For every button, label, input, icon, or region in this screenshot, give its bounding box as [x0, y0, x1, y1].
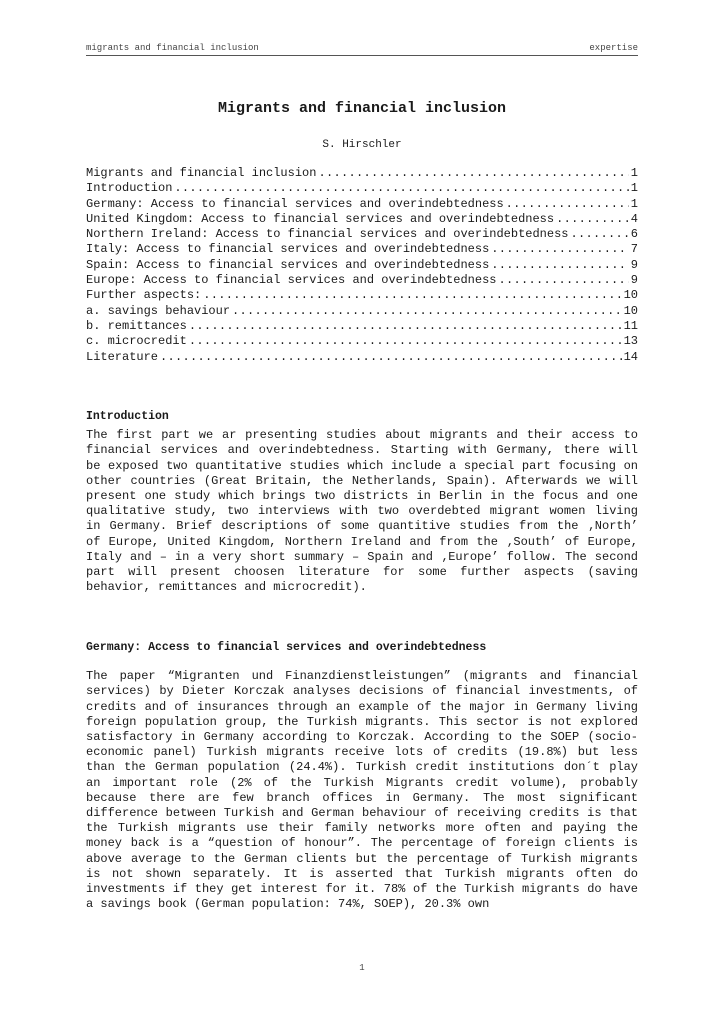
toc-leader: [556, 212, 629, 227]
toc-entry-page: 7: [630, 242, 638, 257]
toc-leader: [498, 273, 628, 288]
toc-entry-title: Further aspects:: [86, 288, 202, 303]
toc-entry-page: 10: [623, 303, 638, 318]
toc-entry-title: Migrants and financial inclusion: [86, 166, 317, 180]
author: S. Hirschler: [322, 139, 402, 151]
toc-entry-page: 11: [623, 318, 638, 333]
toc-leader: [189, 334, 622, 349]
header-rule: [86, 55, 638, 56]
toc-entry-title: Northern Ireland: Access to financial services and overindebtedness: [86, 227, 569, 242]
toc-entry[interactable]: [86, 273, 638, 288]
running-header: [86, 43, 638, 53]
toc-entry-title: b. remittances: [86, 318, 187, 333]
toc-entry[interactable]: [86, 242, 638, 257]
page-number: 1: [359, 963, 365, 973]
germany-heading: Germany: Access to financial services and overindebtedness: [86, 641, 487, 654]
toc-entry-page: 6: [630, 227, 638, 242]
toc-entry-title: Introduction: [86, 181, 173, 196]
toc-entry[interactable]: [86, 334, 638, 349]
toc-leader: [491, 242, 629, 257]
header-right: expertise: [589, 43, 638, 53]
toc-entry-page: 9: [630, 257, 638, 272]
toc-leader: [491, 258, 629, 273]
toc-entry-title: Spain: Access to financial services and overindebtedness: [86, 257, 490, 272]
toc-leader: [506, 197, 629, 212]
toc-entry-page: 4: [630, 211, 638, 226]
toc-entry[interactable]: [86, 197, 638, 212]
germany-section: [86, 640, 638, 912]
toc-entry-page: 14: [623, 349, 638, 364]
toc-entry-page: 1: [630, 181, 638, 196]
toc-entry[interactable]: [86, 181, 638, 196]
toc-leader: [203, 288, 621, 303]
toc-entry[interactable]: [86, 288, 638, 303]
table-of-contents: [86, 166, 638, 365]
toc-entry-title: c. microcredit: [86, 334, 187, 349]
document-title: Migrants and financial inclusion: [217, 100, 507, 117]
germany-paragraph: The paper “Migranten und Finanzdienstleistungen” (migrants and financial services) by Dieter Korczak analyses decisions of financial investments, of credits and of insurances through an example of the major in Germany living foreign population group, the Turkish migrants. This sector is not explored satisfactory in Germany according to Korczak. According to the SOEP (socio-economic panel) Turkish migrants receive lots of credits (19.8%) but less than the German population (24.4%). Turkish credit institutions don´t play an important role (2% of the Turkish Migrants credit volume), probably because there are few branch offices in Germany. The most significant difference between Turkish and German behaviour of receiving credits is that the Turkish migrants use their family networks more often and paying the money back is a “question of honour”. The percentage of foreign clients is above average to the German clients but the percentage of Turkish migrants is not shown separately. It is asserted that Turkish migrants often do investments if they get interest for it. 78% of the Turkish migrants do have a savings book (German population: 74%, SOEP), 20.3% own: [86, 669, 638, 912]
toc-leader: [318, 166, 628, 181]
toc-entry[interactable]: [86, 227, 638, 242]
toc-leader: [160, 350, 622, 365]
toc-leader: [570, 227, 628, 242]
toc-entry-page: 9: [630, 273, 638, 288]
toc-entry[interactable]: [86, 350, 638, 365]
toc-entry-page: 10: [623, 288, 638, 303]
toc-entry-title: a. savings behaviour: [86, 303, 231, 318]
toc-entry[interactable]: [86, 166, 638, 181]
introduction-heading: Introduction: [86, 410, 169, 423]
header-left: migrants and financial inclusion: [86, 43, 259, 53]
toc-entry-title: Italy: Access to financial services and overindebtedness: [86, 242, 490, 257]
toc-entry-title: Germany: Access to financial services and overindebtedness: [86, 196, 504, 211]
toc-entry-page: 13: [623, 334, 638, 349]
toc-entry[interactable]: [86, 212, 638, 227]
toc-entry-page: 1: [630, 196, 638, 211]
toc-entry-title: Literature: [86, 349, 159, 364]
toc-leader: [189, 319, 622, 334]
toc-entry[interactable]: [86, 319, 638, 334]
toc-entry-page: 1: [630, 166, 638, 180]
introduction-section: [86, 409, 638, 595]
toc-entry-title: United Kingdom: Access to financial services and overindebtedness: [86, 211, 555, 226]
toc-entry-title: Europe: Access to financial services and overindebtedness: [86, 273, 497, 288]
toc-leader: [232, 304, 622, 319]
toc-entry[interactable]: [86, 304, 638, 319]
toc-leader: [174, 181, 628, 196]
introduction-paragraph: The first part we ar presenting studies about migrants and their access to financial services and overindebtedness. Starting with Germany, there will be exposed two quantitative studies which include a special part focusing on other countries (Great Britain, the Netherlands, Spain). Afterwards we will present one study which brings two districts in Berlin in the focus and one qualitative study, two interviews with two overdebted migrant women living in Germany. Brief descriptions of some quantitive studies from the ‚North’ of Europe, United Kingdom, Northern Ireland and from the ‚South’ of Europe, Italy and – in a very short summary – Spain and ‚Europe’ follow. The second part will present choosen literature for some further aspects (saving behavior, remittances and microcredit).: [86, 428, 638, 595]
toc-entry[interactable]: [86, 258, 638, 273]
